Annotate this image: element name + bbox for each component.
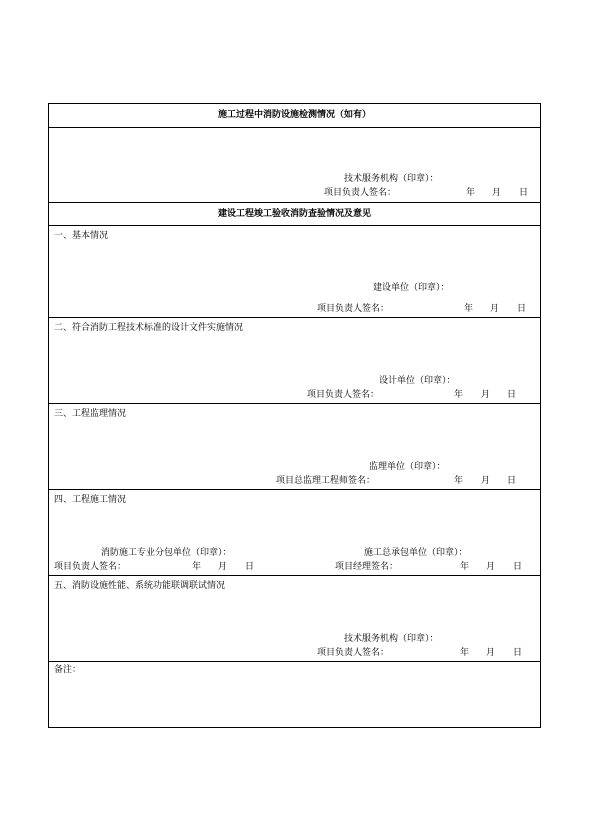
- subcontractor-unit-label: 消防施工专业分包单位（印章）：: [101, 548, 232, 558]
- performance-section: [49, 575, 540, 661]
- section2-title-row: [49, 202, 540, 225]
- section2-title: 建设工程竣工验收消防查验情况及意见: [217, 209, 371, 219]
- basic-month: 月: [490, 304, 500, 314]
- section1-title: 施工过程中消防设施检测情况（如有）: [217, 110, 371, 120]
- supervision-day: 日: [507, 476, 517, 486]
- design-section: [49, 317, 540, 403]
- remarks-section: [49, 661, 540, 727]
- general-contractor-month: 月: [486, 562, 496, 572]
- design-heading: 二、符合消防工程技术标准的设计文件实施情况: [54, 323, 244, 333]
- supervision-unit-label: 监理单位（印章）：: [369, 462, 446, 472]
- supervision-section: [49, 403, 540, 489]
- construction-section: [49, 489, 540, 575]
- section1-org-label: 技术服务机构（印章）：: [344, 174, 439, 184]
- construction-heading: 四、工程施工情况: [54, 495, 127, 505]
- supervision-year: 年: [454, 476, 464, 486]
- basic-day: 日: [517, 304, 527, 314]
- remarks-label: 备注：: [54, 665, 82, 675]
- subcontractor-sign-label: 项目负责人签名：: [54, 562, 127, 572]
- acceptance-form-table: [48, 103, 541, 728]
- performance-month: 月: [486, 648, 496, 658]
- design-year: 年: [454, 390, 464, 400]
- general-contractor-year: 年: [460, 562, 470, 572]
- subcontractor-day: 日: [245, 562, 255, 572]
- section1-title-row: [49, 104, 540, 127]
- section1-month: 月: [492, 188, 502, 198]
- design-month: 月: [481, 390, 491, 400]
- supervision-month: 月: [481, 476, 491, 486]
- design-unit-label: 设计单位（印章）：: [379, 376, 456, 386]
- general-contractor-sign-label: 项目经理签名：: [335, 562, 399, 572]
- performance-year: 年: [460, 648, 470, 658]
- subcontractor-month: 月: [218, 562, 228, 572]
- section1-year: 年: [466, 188, 476, 198]
- section1-day: 日: [519, 188, 529, 198]
- general-contractor-day: 日: [513, 562, 523, 572]
- general-contractor-unit-label: 施工总承包单位（印章）：: [364, 548, 468, 558]
- basic-heading: 一、基本情况: [54, 231, 109, 241]
- performance-sign-label: 项目负责人签名：: [317, 648, 390, 658]
- performance-heading: 五、消防设施性能、系统功能联调联试情况: [54, 581, 226, 591]
- subcontractor-year: 年: [192, 562, 202, 572]
- basic-year: 年: [464, 304, 474, 314]
- performance-day: 日: [513, 648, 523, 658]
- basic-info-section: [49, 225, 540, 317]
- performance-org-label: 技术服务机构（印章）：: [344, 634, 439, 644]
- section1-body: [49, 127, 540, 202]
- basic-unit-label: 建设单位（印章）：: [373, 283, 450, 293]
- design-sign-label: 项目负责人签名：: [307, 390, 380, 400]
- section1-sign-label: 项目负责人签名：: [324, 188, 397, 198]
- basic-sign-label: 项目负责人签名：: [317, 304, 390, 314]
- supervision-sign-label: 项目总监理工程师签名：: [276, 476, 376, 486]
- design-day: 日: [507, 390, 517, 400]
- supervision-heading: 三、工程监理情况: [54, 409, 127, 419]
